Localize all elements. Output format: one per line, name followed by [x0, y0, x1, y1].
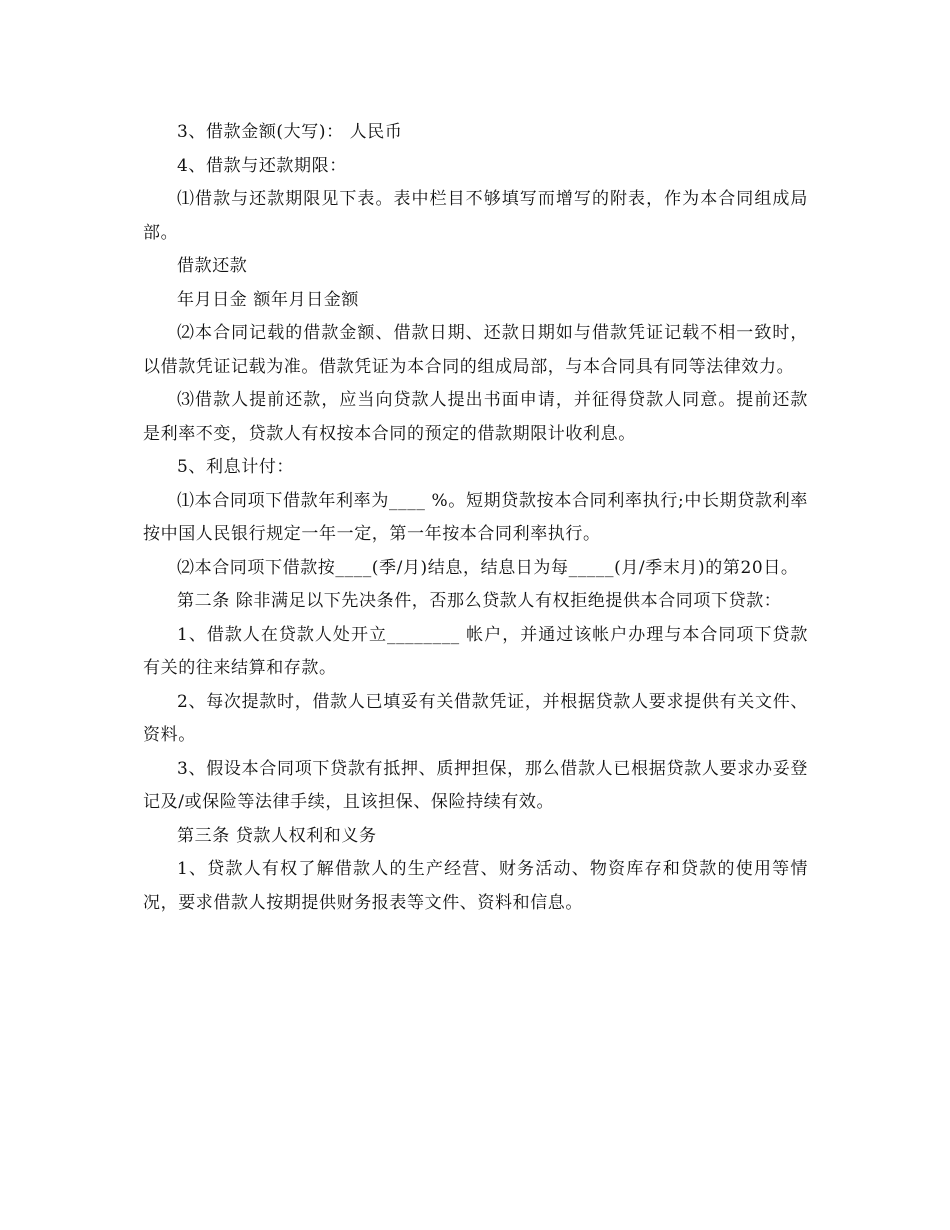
paragraph-interest-rate: ⑴本合同项下借款年利率为____ %。短期贷款按本合同利率执行;中长期贷款利率按中国人民银行规定一年一定，第一年按本合同利率执行。	[143, 490, 808, 544]
paragraph-lender-rights: 1、贷款人有权了解借款人的生产经营、财务活动、物资库存和贷款的使用等情况，要求借款人按期提供财务报表等文件、资料和信息。	[143, 859, 808, 913]
paragraph-article-2-heading: 第二条 除非满足以下先决条件，否那么贷款人有权拒绝提供本合同项下贷款：	[177, 591, 782, 611]
paragraph-interest-heading: 5、利息计付：	[177, 457, 295, 477]
paragraph-term-table-note: ⑴借款与还款期限见下表。表中栏目不够填写而增写的附表，作为本合同组成局部。	[143, 189, 808, 243]
paragraph-guarantee: 3、假设本合同项下贷款有抵押、质押担保，那么借款人已根据贷款人要求办妥登记及/或保险等法律手续，且该担保、保险持续有效。	[143, 758, 808, 812]
paragraph-table-header-1: 借款还款	[177, 256, 248, 276]
document-page	[143, 116, 808, 920]
paragraph-withdrawal-docs: 2、每次提款时，借款人已填妥有关借款凭证，并根据贷款人要求提供有关文件、资料。	[143, 691, 808, 745]
paragraph-interest-settlement: ⑵本合同项下借款按____(季/月)结息，结息日为每_____(月/季末月)的第20日。	[177, 557, 799, 578]
paragraph-early-repayment: ⑶借款人提前还款，应当向贷款人提出书面申请，并征得贷款人同意。提前还款是利率不变，贷款人有权按本合同的预定的借款期限计收利息。	[143, 390, 808, 444]
paragraph-article-3-heading: 第三条 贷款人权利和义务	[177, 825, 377, 846]
paragraph-account-opening: 1、借款人在贷款人处开立________ 帐户，并通过该帐户办理与本合同项下贷款有关的往来结算和存款。	[143, 624, 808, 678]
paragraph-voucher-precedence: ⑵本合同记载的借款金额、借款日期、还款日期如与借款凭证记载不相一致时，以借款凭证记载为准。借款凭证为本合同的组成局部，与本合同具有同等法律效力。	[143, 323, 808, 377]
paragraph-loan-amount: 3、借款金额(大写)： 人民币	[177, 122, 403, 142]
paragraph-loan-term-heading: 4、借款与还款期限：	[177, 155, 347, 176]
paragraph-table-header-2: 年月日金 额年月日金额	[177, 289, 360, 310]
